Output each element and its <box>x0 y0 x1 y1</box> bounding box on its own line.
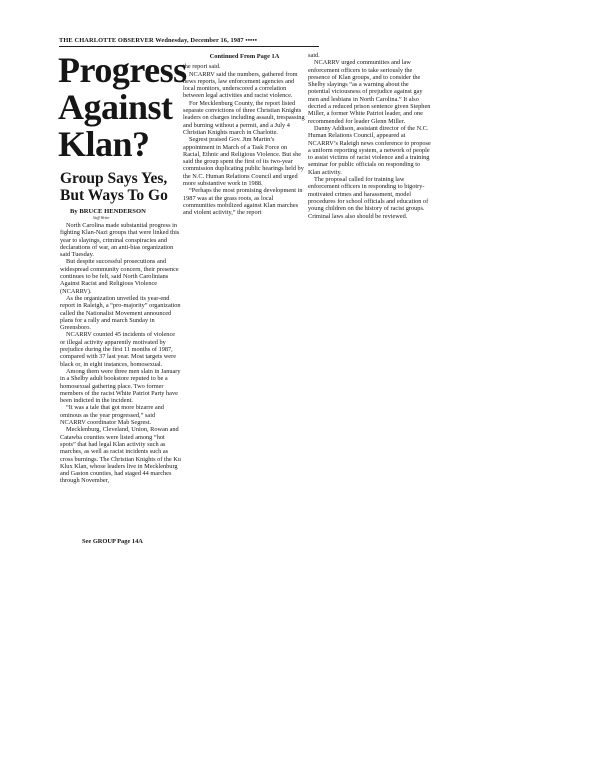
paragraph: For Mecklenburg County, the report listed separate convictions of three Christian Knights leaders on charges including assault, trespassing and burning without a permit, and a July 4 Christian Knights march in Charlotte. <box>183 99 305 136</box>
headline-line-1: Progress <box>58 50 187 90</box>
paragraph: As the organization unveiled its year-end report in Raleigh, a “pro-majority” organization called the Nationalist Movement announced plans for a rally and march Sunday in Greensboro. <box>60 294 181 332</box>
byline-title: Staff Writer <box>93 215 110 220</box>
paragraph: NCARRV said the numbers, gathered from news reports, law enforcement agencies and local monitors, underscored a correlation between legal activities and racist violence. <box>183 70 298 100</box>
paragraph: North Carolina made substantial progress in fighting Klan-Nazi groups that were linked this year to slayings, criminal conspiracies and declarations of war, an anti-bias organization said Tuesday. <box>60 222 180 259</box>
article-column-2 <box>183 52 306 217</box>
headline-line-2: Against <box>58 87 173 127</box>
paragraph: “It was a tale that got more bizarre and ominous as the year progressed,” said NCARRV coordinator Mab Segrest. <box>60 404 164 427</box>
paragraph: Segrest praised Gov. Jim Martin’s appointment in March of a Task Force on Racial, Ethnic and Religious Violence. But she said the group spent the first of its two-year commission duplicating public hearings held by the N.C. Human Relations Council and urged more substantive work in 1988. <box>183 136 304 188</box>
subheadline-line-1: Group Says Yes, <box>60 170 168 187</box>
headline-line-3: Klan? <box>58 124 150 164</box>
paragraph: Danny Addison, assistant director of the N.C. Human Relations Council, appeared at NCARRV’s Raleigh news conference to propose a uniform reporting system, a network of people to assist victims of racist violence and a training seminar for public officials on responding to Klan activity. <box>308 124 431 176</box>
headline <box>58 50 187 164</box>
subheadline <box>60 170 180 204</box>
masthead: THE CHARLOTTE OBSERVER Wednesday, December 16, 1987 ••••• <box>59 37 258 44</box>
article-column-3 <box>308 52 432 220</box>
paragraph: NCARRV urged communities and law enforcement officers to take seriously the presence of Klan groups, and to consider the Shelby slayings “as a warning about the potential viciousness of prejudice against gay men and lesbians in North Carolina.” It also decried a reduced prison sentence given Stephen Miller, a former White Patriot leader, and one recommended for leader Glenn Miller. <box>308 59 431 125</box>
masthead-rule <box>59 46 319 47</box>
paragraph: the report said. <box>183 63 221 71</box>
paragraph: “Perhaps the most promising development in 1987 was at the grass roots, as local communities mobilized against Klan marches and violent activity,” the report <box>183 187 303 217</box>
paragraph: Mecklenburg, Cleveland, Union, Rowan and Catawba counties were listed among “hot spots” that had legal Klan activity such as marches, as well as racist incidents such as cross burnings. The Christian Knights of the Ku Klux Klan, whose leaders live in Mecklenburg and Gaston counties, had staged 44 marches through November, <box>60 426 181 485</box>
article-column-2-body <box>183 63 306 216</box>
byline: By BRUCE HENDERSON <box>70 208 146 215</box>
paragraph: said. <box>308 52 320 59</box>
paragraph: But despite successful prosecutions and widespread community concern, their presence continues to be felt, said North Carolinians Against Racist and Religious Violence (NCARRV). <box>60 258 179 295</box>
paragraph: The proposal called for training law enforcement officers in responding to bigotry-motivated crimes and harassment, model procedures for school officials and education of young children on the history of racist groups. Criminal laws also should be reviewed. <box>308 176 429 220</box>
jump-line: See GROUP Page 14A <box>82 538 143 545</box>
continued-from-line: Continued From Page 1A <box>209 53 280 60</box>
paragraph: NCARRV counted 45 incidents of violence or illegal activity apparently motivated by prejudice during the first 11 months of 1987, compared with 37 last year. Most targets were black or, in eight instances, homosexual. <box>60 331 176 368</box>
article-column-1 <box>60 222 181 485</box>
subheadline-line-2: But Ways To Go <box>60 187 168 204</box>
paragraph: Among them were three men slain in January in a Shelby adult bookstore reputed to be a homosexual gathering place. Two former members of the racist White Patriot Party have been indicted in the incident. <box>60 367 181 405</box>
